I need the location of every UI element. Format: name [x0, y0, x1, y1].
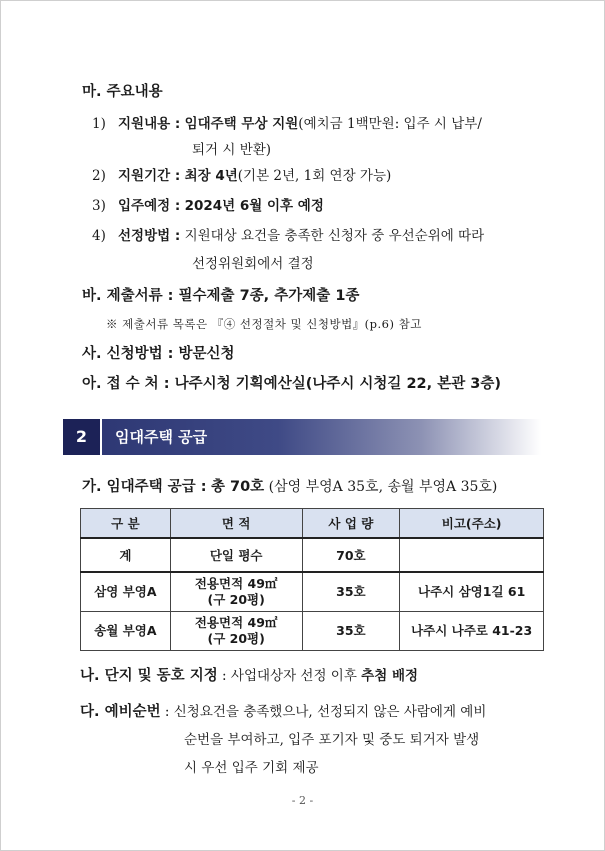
section-da-line2: 순번을 부여하고, 입주 포기자 및 중도 퇴거자 발생 — [184, 732, 480, 748]
section-label: 다. 예비순번 — [80, 704, 161, 720]
section-da-reserve — [80, 700, 486, 721]
section-ga-supply — [82, 475, 497, 496]
item-number: 3) — [92, 198, 106, 214]
item-support-content-continued: 퇴거 시 반환) — [192, 142, 272, 158]
header-quantity: 사 업 량 — [302, 509, 400, 539]
item-detail: 지원대상 요건을 충족한 신청자 중 우선순위에 따라 — [184, 228, 485, 244]
section-label: 가. 임대주택 공급 : — [82, 479, 207, 495]
table-cell: 70호 — [302, 538, 400, 572]
item-support-content — [92, 112, 482, 132]
item-value: 2024년 6월 이후 예정 — [184, 198, 324, 214]
section-label: 나. 단지 및 동호 지정 — [80, 668, 218, 684]
item-support-period — [92, 164, 391, 184]
section-label: 바. 제출서류 : — [82, 288, 174, 304]
section-value: 추첨 배정 — [361, 668, 419, 684]
separator: : — [217, 668, 231, 684]
section-detail: 신청요건을 충족했으나, 선정되지 않은 사람에게 예비 — [173, 704, 487, 720]
section-number: 2 — [63, 419, 102, 455]
section-detail: (삼영 부영A 35호, 송월 부영A 35호) — [268, 479, 498, 495]
table-row — [81, 572, 544, 612]
supply-table — [80, 508, 544, 651]
section-value: 필수제출 7종, 추가제출 1종 — [178, 288, 360, 304]
header-remarks: 비고(주소) — [400, 509, 544, 539]
section-label: 사. 신청방법 : — [82, 346, 174, 362]
table-cell: 35호 — [302, 612, 400, 651]
section-da-line3: 시 우선 입주 기회 제공 — [184, 760, 319, 776]
section-detail: 사업대상자 선정 이후 — [230, 668, 362, 684]
separator: : — [160, 704, 174, 720]
table-header-row — [81, 509, 544, 539]
section-value: 방문신청 — [178, 346, 235, 362]
item-label: 입주예정 : — [118, 198, 181, 214]
item-number: 4) — [92, 228, 106, 244]
item-value: 최장 4년 — [184, 168, 238, 184]
table-cell: 35호 — [302, 572, 400, 612]
area-old-unit: (구 20평) — [207, 592, 265, 607]
item-number: 1) — [92, 116, 106, 132]
item-selection-method — [92, 224, 484, 244]
item-number: 2) — [92, 168, 106, 184]
item-label: 선정방법 : — [118, 228, 181, 244]
section-value: 나주시청 기획예산실(나주시 시청길 22, 본관 3층) — [174, 376, 501, 392]
section-na-assignment — [80, 664, 418, 685]
item-detail: (기본 2년, 1회 연장 가능) — [237, 168, 392, 184]
table-cell: 단일 평수 — [170, 538, 302, 572]
header-area: 면 적 — [170, 509, 302, 539]
item-move-in-schedule — [92, 194, 324, 214]
table-cell: 송월 부영A — [81, 612, 171, 651]
item-label: 지원기간 : — [118, 168, 181, 184]
table-cell: 나주시 나주로 41-23 — [400, 612, 544, 651]
section-a-reception — [82, 372, 501, 393]
table-cell: 삼영 부영A — [81, 572, 171, 612]
area-old-unit: (구 20평) — [207, 631, 265, 646]
section-title: 임대주택 공급 — [115, 428, 208, 446]
page-number: - 2 - — [291, 794, 314, 807]
section-2-banner — [63, 419, 541, 455]
section-ma-heading: 마. 주요내용 — [82, 84, 163, 100]
item-label: 지원내용 : — [118, 116, 181, 132]
header-category: 구 분 — [81, 509, 171, 539]
table-cell: 나주시 삼영1길 61 — [400, 572, 544, 612]
area-size: 전용면적 49㎡ — [194, 576, 278, 591]
table-cell: 계 — [81, 538, 171, 572]
section-label: 아. 접 수 처 : — [82, 376, 170, 392]
documents-note: ※ 제출서류 목록은 『④ 선정절차 및 신청방법』(p.6) 참고 — [106, 317, 422, 331]
section-sa-apply-method — [82, 342, 235, 363]
table-row — [81, 612, 544, 651]
section-ba-documents — [82, 284, 359, 305]
item-selection-method-continued: 선정위원회에서 결정 — [192, 256, 314, 272]
table-cell — [400, 538, 544, 572]
table-cell-area — [170, 572, 302, 612]
section-value: 총 70호 — [210, 479, 265, 495]
table-cell-area — [170, 612, 302, 651]
table-row-total — [81, 538, 544, 572]
area-size: 전용면적 49㎡ — [194, 615, 278, 630]
item-value: 임대주택 무상 지원 — [184, 116, 299, 132]
item-detail: (예치금 1백만원: 입주 시 납부/ — [298, 116, 482, 132]
